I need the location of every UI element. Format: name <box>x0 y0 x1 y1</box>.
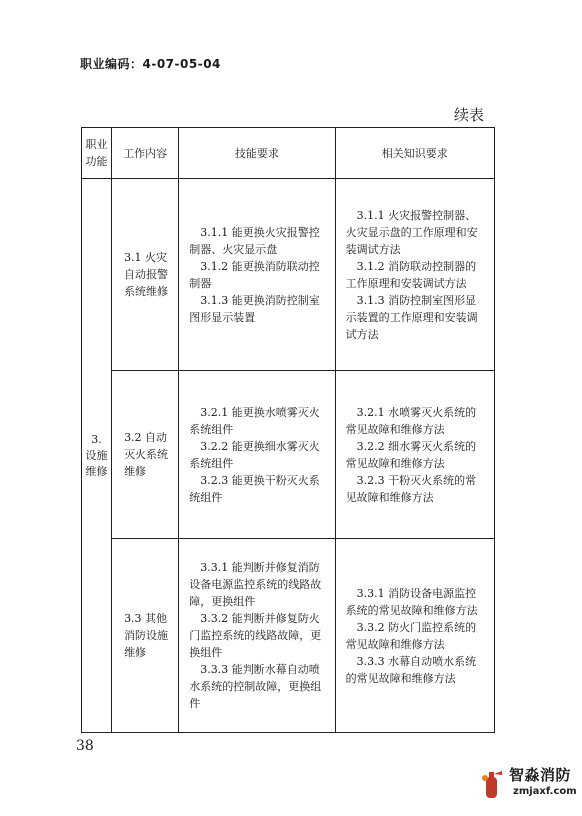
occupation-code: 职业编码：4-07-05-04 <box>80 57 221 71</box>
content-cell: 3.2 自动灭火系统维修 <box>112 371 179 539</box>
function-cell: 3. 设施维修 <box>82 179 112 733</box>
knowledge-item: 3.1.3 消防控制室图形显示装置的工作原理和安装调试方法 <box>345 293 478 341</box>
skill-item: 3.1.3 能更换消防控制室图形显示装置 <box>189 293 320 324</box>
header-content: 工作内容 <box>112 128 179 179</box>
knowledge-item: 3.1.2 消防联动控制器的工作原理和安装调试方法 <box>345 259 477 290</box>
skill-item: 3.1.1 能更换火灾报警控制器、火灾显示盘 <box>189 225 320 256</box>
skill-table <box>81 127 495 733</box>
table-row <box>82 371 495 539</box>
table-row <box>82 539 495 733</box>
skills-cell <box>179 539 335 733</box>
page-number: 38 <box>76 738 94 754</box>
knowledge-cell <box>335 539 494 733</box>
continued-label: 续表 <box>454 106 485 124</box>
skill-item: 3.2.3 能更换干粉灭火系统组件 <box>189 473 320 504</box>
knowledge-item: 3.2.2 细水雾灭火系统的常见故障和维修方法 <box>345 439 477 470</box>
knowledge-item: 3.3.3 水幕自动喷水系统的常见故障和维修方法 <box>345 654 477 685</box>
knowledge-item: 3.3.1 消防设备电源监控系统的常见故障和维修方法 <box>345 586 478 617</box>
table-row <box>82 179 495 371</box>
header-skills: 技能要求 <box>179 128 335 179</box>
logo-url: zmjaxf.com <box>513 786 577 797</box>
knowledge-item: 3.1.1 火灾报警控制器、火灾显示盘的工作原理和安装调试方法 <box>345 208 478 256</box>
header-function: 职业功能 <box>82 128 112 179</box>
content-cell: 3.1 火灾自动报警系统维修 <box>112 179 179 371</box>
knowledge-item: 3.2.3 干粉灭火系统的常见故障和维修方法 <box>345 473 477 504</box>
content-cell: 3.3 其他消防设施维修 <box>112 539 179 733</box>
skill-item: 3.3.3 能判断水幕自动喷水系统的控制故障，更换组件 <box>189 663 322 710</box>
skill-item: 3.1.2 能更换消防联动控制器 <box>189 259 320 290</box>
fire-extinguisher-icon <box>479 768 505 800</box>
knowledge-item: 3.2.1 水喷雾灭火系统的常见故障和维修方法 <box>345 405 477 436</box>
table-header-row <box>82 128 495 179</box>
skills-cell <box>179 371 335 539</box>
logo-name: 智淼消防 <box>509 766 572 784</box>
header-knowledge: 相关知识要求 <box>335 128 494 179</box>
skill-item: 3.2.1 能更换水喷雾灭火系统组件 <box>189 405 320 436</box>
skill-item: 3.3.2 能判断并修复防火门监控系统的线路故障，更换组件 <box>189 612 322 659</box>
knowledge-item: 3.3.2 防火门监控系统的常见故障和维修方法 <box>345 620 477 651</box>
skills-cell <box>179 179 335 371</box>
skill-item: 3.2.2 能更换细水雾灭火系统组件 <box>189 439 320 470</box>
skill-item: 3.3.1 能判断并修复消防设备电源监控系统的线路故障，更换组件 <box>189 561 322 608</box>
knowledge-cell <box>335 179 494 371</box>
knowledge-cell <box>335 371 494 539</box>
brand-logo <box>479 762 577 808</box>
